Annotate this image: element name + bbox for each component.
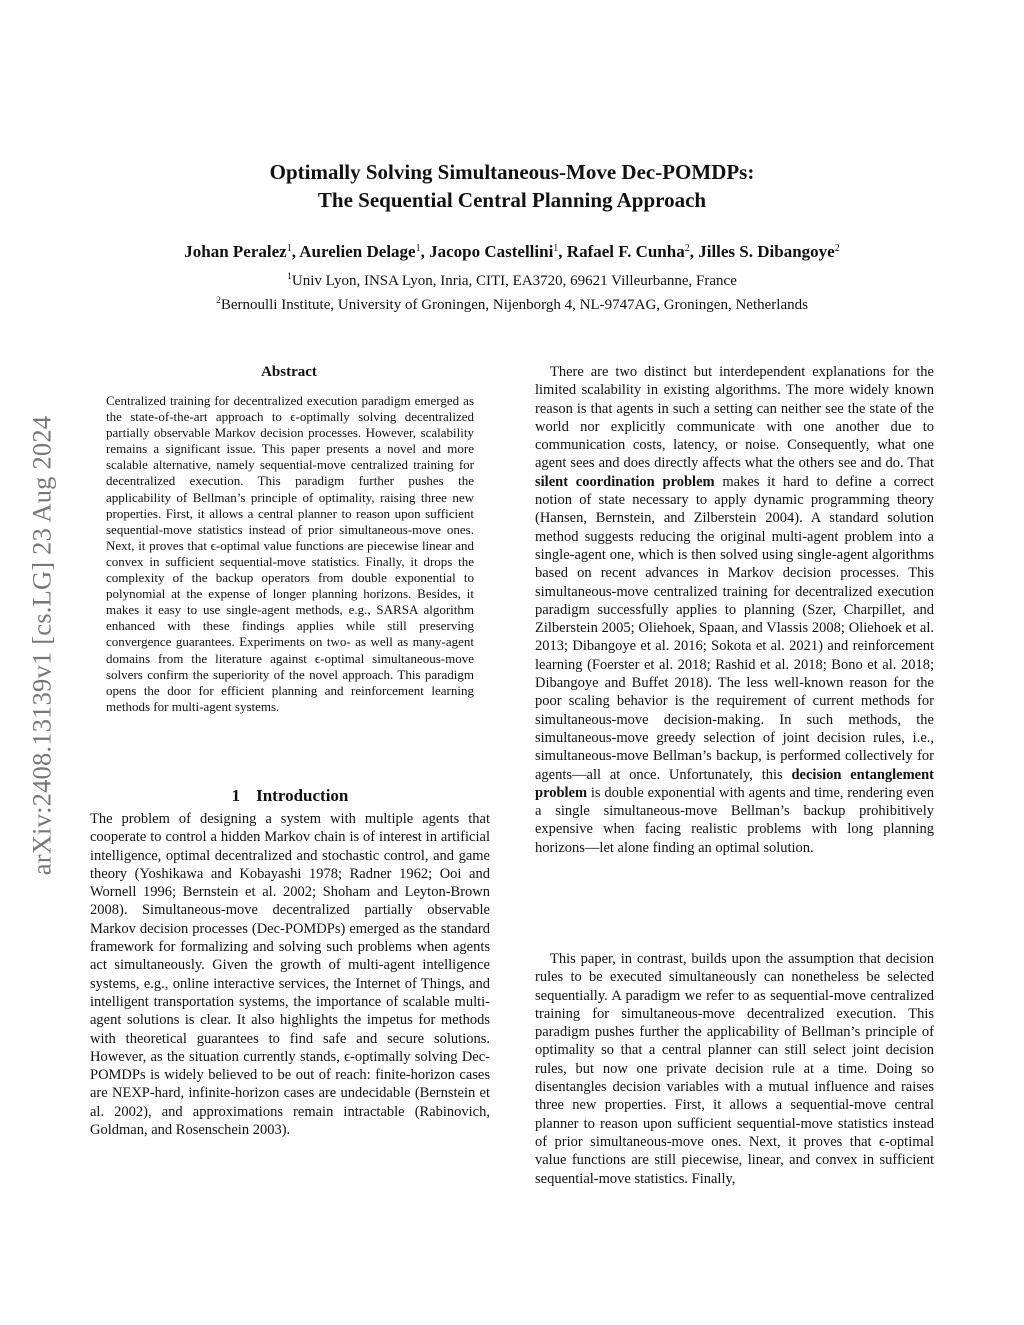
affiliation: $^1$Univ Lyon, INSA Lyon, Inria, CITI, EA3720, 69621 Villeurbanne, France bbox=[287, 272, 737, 289]
arxiv-stamp bbox=[20, 345, 64, 945]
paragraph: This paper, in contrast, builds upon the assumption that decision rules to be executed simultaneously can nonetheless be selected sequentially. A paradigm we refer to as sequential-move centralized training for simultaneous-move decentralized execution. This paradigm pushes further the applicability of Bellman’s principle of optimality so that a central planner can still select joint decision rules, but now one private decision rule at a time. Doing so disentangles decision variables with a mutual influence and raises three new properties. First, it allows a sequential-move central planner to reason upon sufficient sequential-move statistics instead of prior simultaneous-move ones. Next, it proves that ϵ-optimal value functions are still piecewise, linear, and convex in sufficient sequential-move statistics. Finally, bbox=[535, 951, 934, 1187]
abstract-text: Centralized training for decentralized execution paradigm emerged as the state-of-the-art approach to ϵ-optimally solving decentralized partially observable Markov decision processes. However, scalability remains a significant issue. This paper presents a novel and more scalable alternative, namely sequential-move centralized training for decentralized execution. This paradigm further pushes the applicability of Bellman’s principle of optimality, raising three new properties. First, it allows a central planner to reason upon sufficient sequential-move statistics instead of prior simultaneous-move ones. Next, it proves that ϵ-optimal value functions are piecewise linear and convex in sufficient sequential-move statistics. Finally, it drops the complexity of the backup operators from double exponential to polynomial at the expense of longer planning horizons. Besides, it makes it easy to use single-agent methods, e.g., SARSA algorithm enhanced with these findings applies while still preserving convergence guarantees. Experiments on two- as well as many-agent domains from the literature against ϵ-optimal simultaneous-move solvers confirm the superiority of the novel approach. This paradigm opens the door for efficient planning and reinforcement learning methods for multi-agent systems. bbox=[106, 393, 474, 714]
section-title: Introduction bbox=[256, 786, 349, 805]
section-number: 1 bbox=[231, 786, 241, 805]
author: Johan Peralez$^1$, bbox=[184, 242, 300, 261]
introduction-body bbox=[90, 810, 490, 1139]
author: Rafael F. Cunha$^2$, bbox=[566, 242, 699, 261]
title-line-2: The Sequential Central Planning Approach bbox=[317, 188, 707, 212]
section-heading bbox=[90, 786, 490, 806]
paper-title bbox=[90, 158, 934, 214]
title-line-1: Optimally Solving Simultaneous-Move Dec-POMDPs: bbox=[269, 160, 755, 184]
arxiv-stamp-text: arXiv:2408.13139v1 [cs.LG] 23 Aug 2024 bbox=[26, 415, 57, 875]
emphasis-silent-coordination: silent coordination problem bbox=[535, 473, 715, 490]
author: Aurelien Delage$^1$, bbox=[299, 242, 430, 261]
abstract-body bbox=[106, 393, 474, 715]
author: Jilles S. Dibangoye$^2$ bbox=[698, 242, 840, 261]
affiliation: $^2$Bernoulli Institute, University of Groningen, Nijenborgh 4, NL-9747AG, Groningen, Netherlands bbox=[216, 295, 808, 313]
right-column-paragraph-2 bbox=[535, 950, 934, 1188]
affiliations bbox=[90, 268, 934, 315]
author: Jacopo Castellini$^1$, bbox=[429, 242, 567, 261]
author-list bbox=[90, 238, 934, 263]
paragraph: There are two distinct but interdependent explanations for the limited scalability in existing algorithms. The more widely known reason is that agents in such a setting can neither see the state of the world nor explicitly communicate with one another due to communication costs, latency, or noise. Consequently, what one agent sees and does directly affects what the others see and do. That silent coordination problem makes it hard to define a correct notion of state necessary to apply dynamic programming theory (Hansen, Bernstein, and Zilberstein 2004). A standard solution method suggests reducing the original multi-agent problem into a single-agent one, which is then solved using single-agent algorithms based on recent advances in Markov decision processes. This simultaneous-move centralized training for decentralized execution paradigm successfully applies to planning (Szer, Charpillet, and Zilberstein 2005; Oliehoek, Spaan, and Vlassis 2008; Oliehoek et al. 2013; Dibangoye et al. 2016; Sokota et al. 2021) and reinforcement learning (Foerster et al. 2018; Rashid et al. 2018; Bono et al. 2018; Dibangoye and Buffet 2018). The less well-known reason for the poor scaling behavior is the requirement of current methods for simultaneous-move decision-making. In such methods, the simultaneous-move greedy selection of joint decision rules, i.e., simultaneous-move Bellman’s backup, is performed collectively for agents—all at once. Unfortunately, this decision entanglement problem is double exponential with agents and time, rendering even a single simultaneous-move Bellman’s backup prohibitively expensive when facing realistic problems with long planning horizons—let alone finding an optimal solution. bbox=[535, 364, 935, 856]
intro-paragraph: The problem of designing a system with multiple agents that cooperate to control a hidden Markov chain is of interest in artificial intelligence, optimal decentralized and stochastic control, and game theory (Yoshikawa and Kobayashi 1978; Radner 1962; Ooi and Wornell 1996; Bernstein et al. 2002; Shoham and Leyton-Brown 2008). Simultaneous-move decentralized partially observable Markov decision processes (Dec-POMDPs) emerged as the standard framework for formalizing and solving such problems when agents act simultaneously. Given the growth of multi-agent intelligence systems, e.g., online interactive services, the Internet of Things, and intelligent transportation systems, the importance of scalable multi-agent solutions is clear. It also highlights the impetus for methods with theoretical guarantees to find safe and secure solutions. However, as the situation currently stands, ϵ-optimally solving Dec-POMDPs is widely believed to be out of reach: finite-horizon cases are NEXP-hard, infinite-horizon cases are undecidable (Bernstein et al. 2002), and approximations remain intractable (Rabinovich, Goldman, and Rosenschein 2003). bbox=[90, 811, 490, 1139]
right-column-paragraph-1 bbox=[535, 363, 934, 857]
emphasis-decision-entanglement: decision entanglement problem bbox=[535, 766, 935, 801]
abstract-heading: Abstract bbox=[261, 364, 317, 380]
